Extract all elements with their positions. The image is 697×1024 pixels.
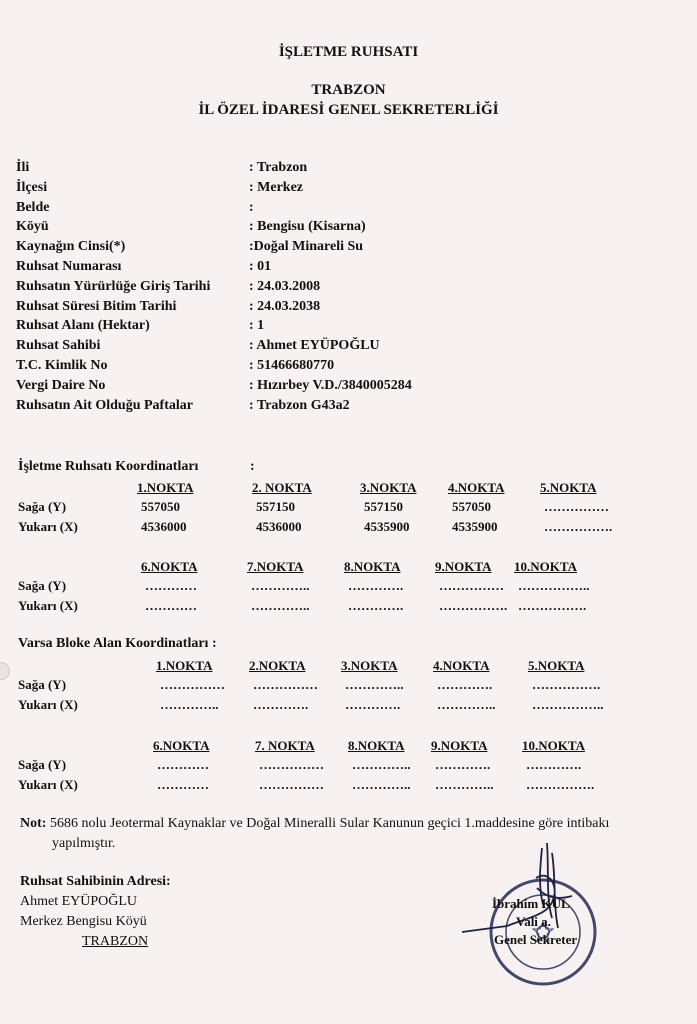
coord-y-value: ………… [145, 578, 197, 593]
field-value: : 01 [249, 259, 272, 274]
coord-x-value: ………… [157, 777, 209, 792]
note-label: Not: [20, 816, 47, 831]
point-header: 5.NOKTA [540, 480, 597, 495]
point-header: 2.NOKTA [249, 658, 306, 673]
coord-y-value: …………. [348, 578, 404, 593]
row-label-yukari: Yukarı (X) [18, 777, 78, 792]
coord-y-value: …………. [526, 757, 582, 772]
point-header: 2. NOKTA [252, 480, 312, 495]
field-label: Ruhsat Alanı (Hektar) [16, 318, 150, 334]
point-header: 8.NOKTA [348, 738, 405, 753]
field-value: : Bengisu (Kisarna) [249, 219, 366, 235]
coord-y-value: 557050 [141, 499, 180, 514]
coord-y-value: ………….. [251, 578, 310, 593]
field-label: İli [16, 160, 30, 175]
field-label: T.C. Kimlik No [16, 358, 108, 373]
bloke-heading: Varsa Bloke Alan Koordinatları : [18, 636, 217, 651]
point-header: 4.NOKTA [433, 658, 490, 673]
signatory-title-1: Vali a. [516, 914, 551, 929]
coord-x-value: …………….. [532, 697, 604, 712]
coord-y-value: ………… [157, 757, 209, 772]
point-header: 7.NOKTA [247, 559, 304, 574]
note-text: 5686 nolu Jeotermal Kaynaklar ve Doğal Mineralli Sular Kanunun geçici 1.maddesine göre intibakı [49, 816, 610, 831]
coord-x-value: ………….. [437, 697, 496, 712]
point-header: 4.NOKTA [448, 480, 505, 495]
address-village: Merkez Bengisu Köyü [20, 914, 147, 929]
address-name: Ahmet EYÜPOĞLU [20, 894, 138, 909]
coord-x-value: ………….. [160, 697, 219, 712]
field-label: İlçesi [16, 179, 48, 195]
coord-y-value: …………… [439, 578, 504, 593]
point-header: 1.NOKTA [156, 658, 213, 673]
point-header: 7. NOKTA [255, 738, 315, 753]
signatory-name: İbrahim KUL [492, 896, 570, 911]
field-value: : 24.03.2008 [249, 278, 321, 294]
coord-y-value: 557050 [452, 499, 491, 514]
field-label: Ruhsat Süresi Bitim Tarihi [16, 298, 177, 314]
coord-x-value: 4535900 [364, 519, 410, 534]
field-value: :Doğal Minareli Su [249, 239, 364, 255]
field-label: Ruhsat Sahibi [16, 338, 101, 354]
coord-y-value: …………. [435, 757, 491, 772]
row-label-saga: Sağa (Y) [18, 578, 67, 593]
point-header: 10.NOKTA [514, 559, 577, 574]
field-label: Ruhsatın Ait Olduğu Paftalar [16, 397, 193, 413]
point-header: 9.NOKTA [431, 738, 488, 753]
coord-x-value: …………. [348, 598, 404, 613]
point-header: 8.NOKTA [344, 559, 401, 574]
signatory-title-2: Genel Sekreter [494, 932, 578, 947]
document-title: İŞLETME RUHSATI [278, 44, 419, 60]
point-header: 3.NOKTA [360, 480, 417, 495]
office-heading: İL ÖZEL İDARESİ GENEL SEKRETERLİĞİ [198, 102, 499, 118]
field-value: : [249, 199, 254, 215]
field-value: : 1 [249, 318, 265, 334]
coord-y-value: …………….. [518, 578, 590, 593]
coord-x-value: 4535900 [452, 519, 498, 534]
row-label-yukari: Yukarı (X) [18, 598, 78, 613]
point-header: 6.NOKTA [153, 738, 210, 753]
coord-y-value: ………….. [345, 677, 404, 692]
coord-y-value: …………… [160, 677, 225, 692]
field-value: : Trabzon G43a2 [249, 397, 350, 413]
coord-x-value: ………….. [352, 777, 411, 792]
field-value: : Trabzon [249, 160, 308, 175]
address-heading: Ruhsat Sahibinin Adresi: [20, 874, 171, 889]
punch-hole [0, 662, 10, 680]
coord-y-value: 557150 [256, 499, 295, 514]
field-value: : 51466680770 [249, 358, 335, 373]
row-label-saga: Sağa (Y) [18, 499, 67, 514]
point-header: 3.NOKTA [341, 658, 398, 673]
coord-x-value: ……………. [518, 598, 587, 613]
row-label-yukari: Yukarı (X) [18, 697, 78, 712]
point-header: 1.NOKTA [137, 480, 194, 495]
field-value: : Hızırbey V.D./3840005284 [249, 377, 412, 393]
coord-x-value: ………… [145, 598, 197, 613]
point-header: 6.NOKTA [141, 559, 198, 574]
coord-x-value: …………. [345, 697, 401, 712]
note-line-1 [20, 816, 609, 832]
row-label-saga: Sağa (Y) [18, 677, 67, 692]
field-label: Köyü [16, 219, 49, 235]
field-label: Ruhsat Numarası [16, 259, 122, 274]
coord-x-value: …………. [253, 697, 309, 712]
coord-y-value: ……………. [532, 677, 601, 692]
field-label: Vergi Daire No [16, 377, 106, 393]
point-header: 9.NOKTA [435, 559, 492, 574]
coord-x-value: ……………. [544, 519, 613, 534]
field-label: Belde [16, 199, 50, 215]
coords-colon: : [250, 459, 255, 474]
coord-x-value: 4536000 [256, 519, 302, 534]
field-label: Kaynağın Cinsi(*) [16, 239, 126, 255]
coord-x-value: ……………. [439, 598, 508, 613]
coord-y-value: …………. [437, 677, 493, 692]
field-value: : 24.03.2038 [249, 298, 321, 314]
coord-y-value: ………….. [352, 757, 411, 772]
row-label-saga: Sağa (Y) [18, 757, 67, 772]
city-heading: TRABZON [311, 82, 386, 98]
coord-y-value: …………… [253, 677, 318, 692]
row-label-yukari: Yukarı (X) [18, 519, 78, 534]
coord-x-value: 4536000 [141, 519, 187, 534]
point-header: 5.NOKTA [528, 658, 585, 673]
coord-y-value: 557150 [364, 499, 403, 514]
coord-y-value: …………… [544, 499, 609, 514]
address-city: TRABZON [82, 934, 149, 949]
field-value: : Merkez [249, 179, 304, 195]
coord-x-value: ………….. [251, 598, 310, 613]
point-header: 10.NOKTA [522, 738, 585, 753]
coord-y-value: …………… [259, 757, 324, 772]
field-value: : Ahmet EYÜPOĞLU [249, 338, 380, 354]
coords-heading: İşletme Ruhsatı Koordinatları [18, 459, 199, 474]
coord-x-value: …………… [259, 777, 324, 792]
coord-x-value: ……………. [526, 777, 595, 792]
field-label: Ruhsatın Yürürlüğe Giriş Tarihi [16, 278, 211, 294]
coord-x-value: ………….. [435, 777, 494, 792]
note-line-2: yapılmıştır. [52, 836, 116, 851]
